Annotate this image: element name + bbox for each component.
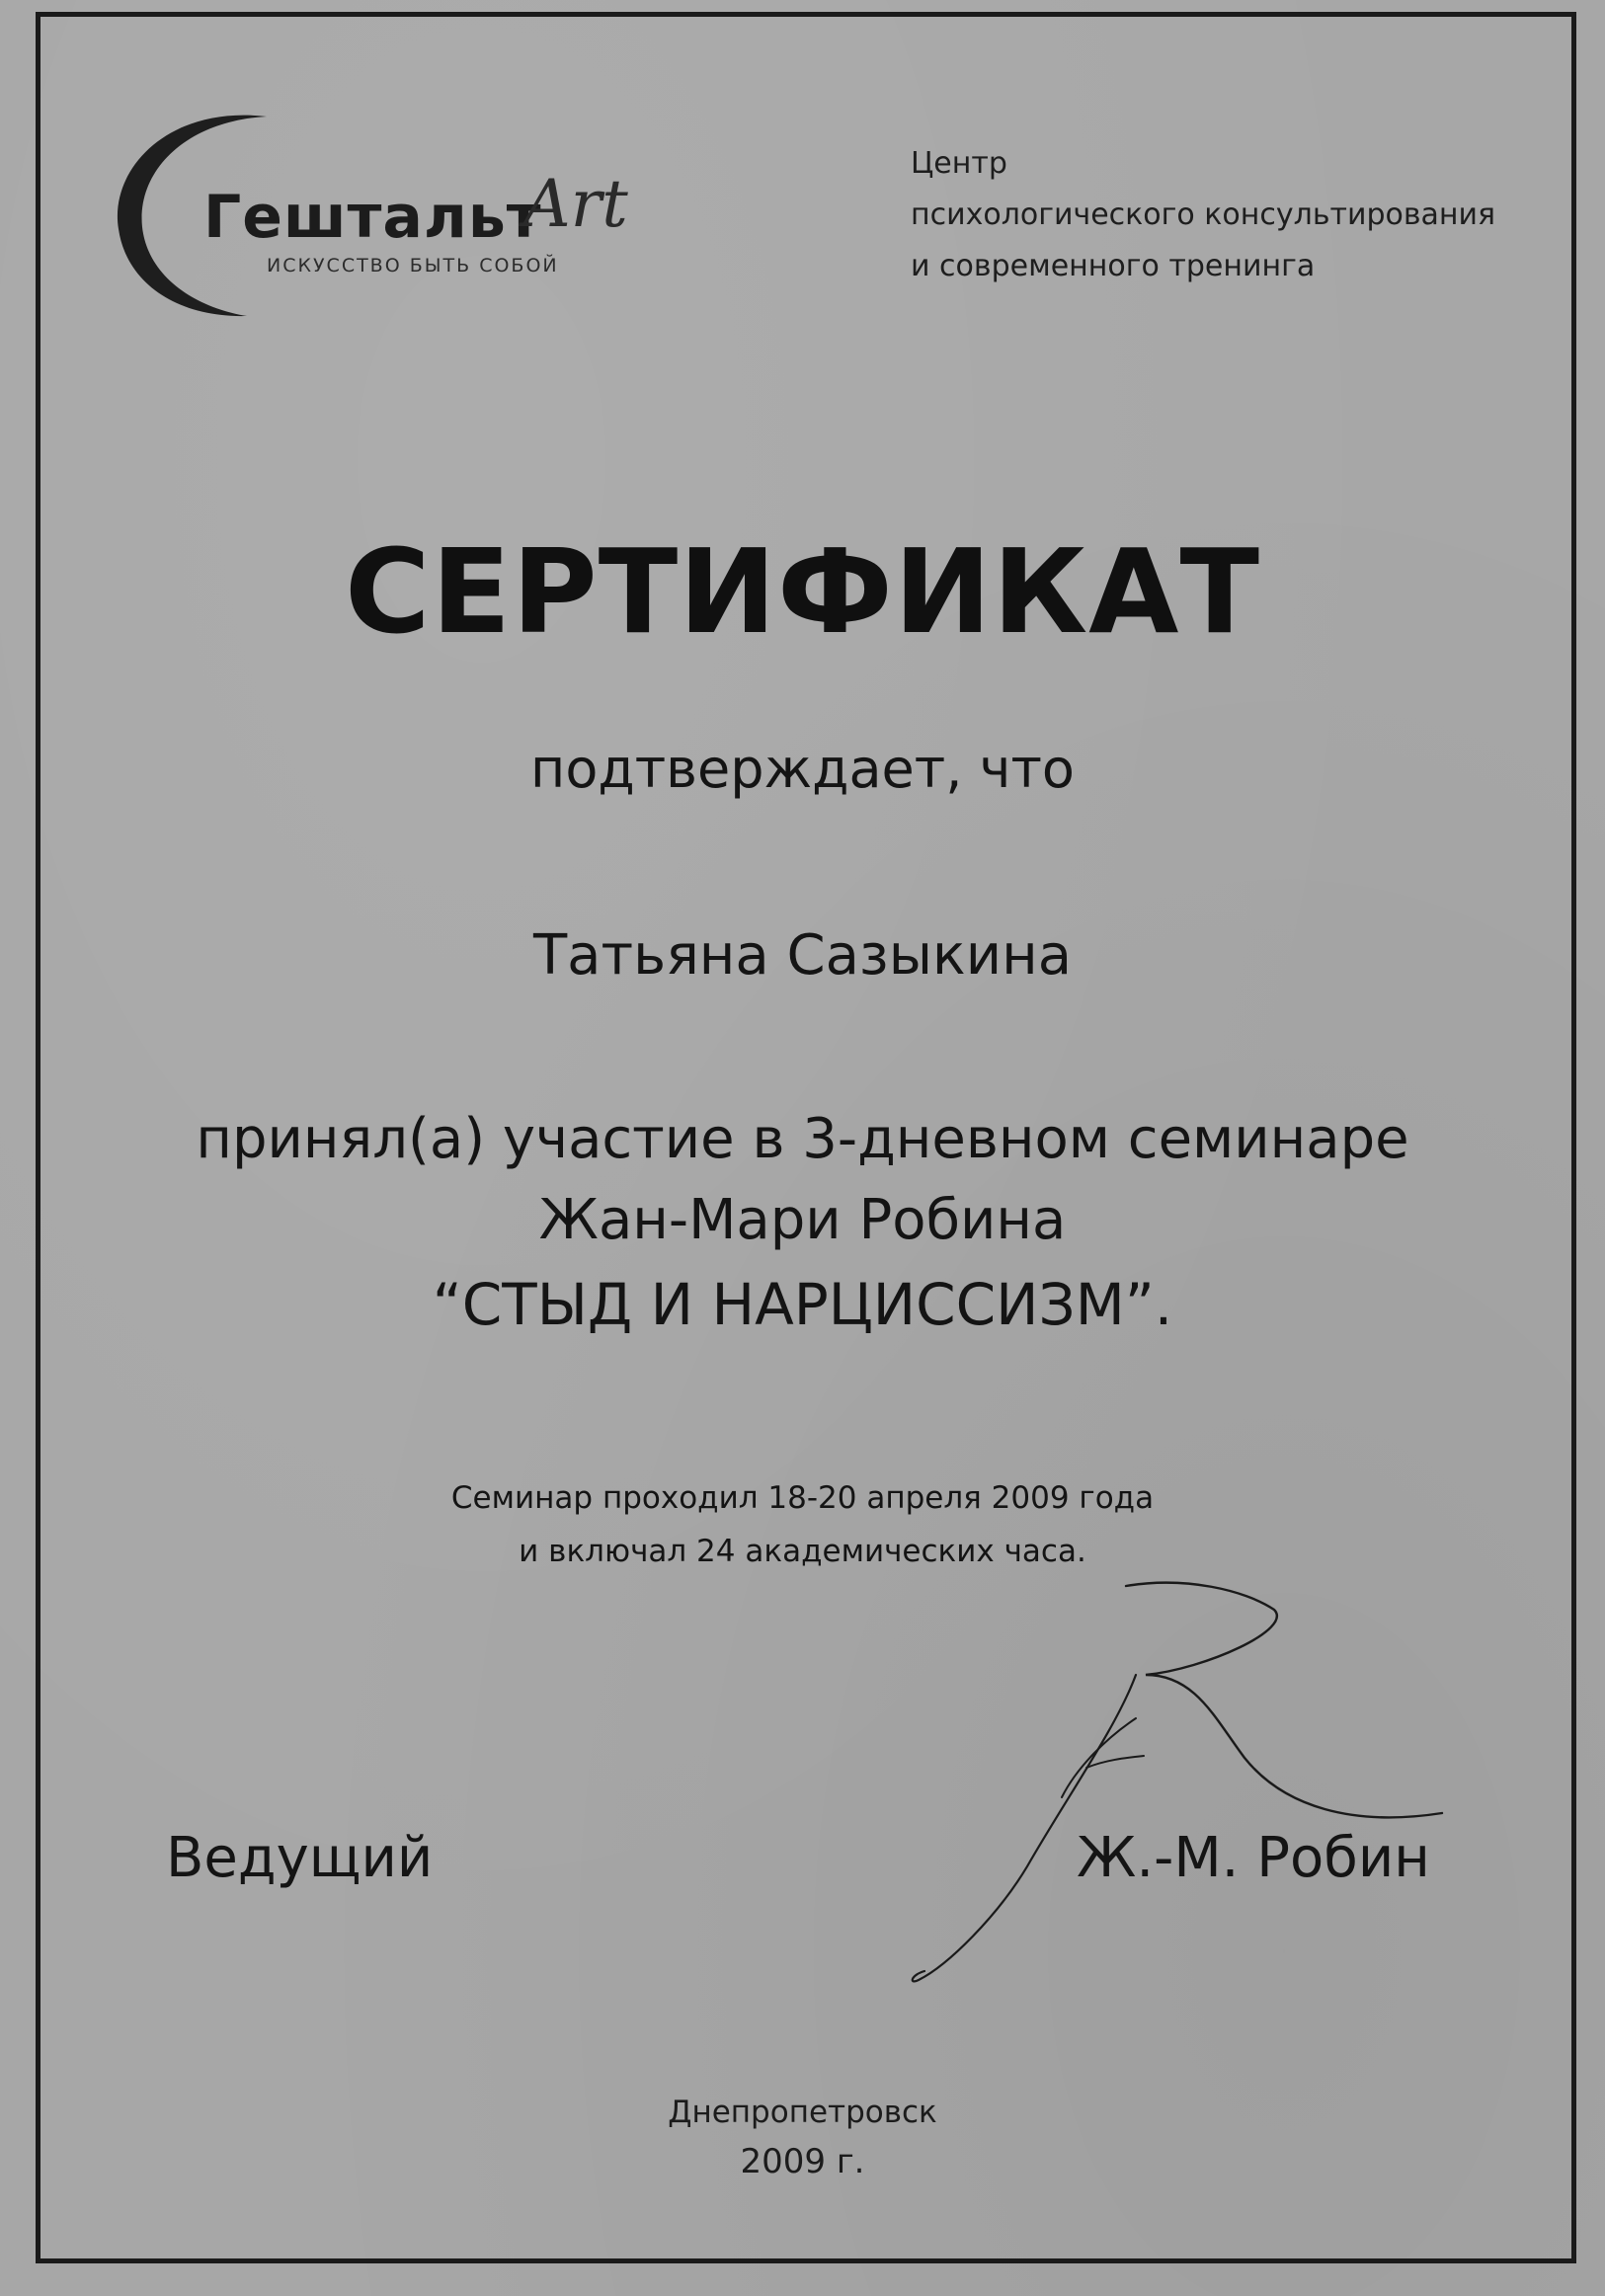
signature-role: Ведущий	[166, 1826, 434, 1890]
issue-city: Днепропетровск	[668, 2095, 937, 2130]
organization-line-1: Центр	[911, 146, 1007, 181]
confirms-text: подтверждает, что	[530, 738, 1075, 800]
organization-block	[911, 138, 1495, 292]
participant-name: Татьяна Сазыкина	[532, 923, 1073, 988]
logo-wordmark: Гештальт	[203, 183, 542, 252]
organization-line-2: психологического консультирования	[911, 198, 1496, 232]
seminar-hours: и включал 24 академических часа.	[519, 1534, 1086, 1569]
certificate-title: СЕРТИФИКАТ	[345, 523, 1260, 660]
seminar-title: “СТЫД И НАРЦИССИЗМ”.	[432, 1271, 1173, 1338]
gestalt-art-logo	[109, 111, 701, 328]
organization-line-3: и современного тренинга	[911, 249, 1316, 283]
logo-tagline: ИСКУССТВО БЫТЬ СОБОЙ	[267, 255, 559, 277]
seminar-dates: Семинар проходил 18-20 апреля 2009 года	[450, 1480, 1155, 1516]
issue-year: 2009 г.	[740, 2142, 865, 2181]
participation-text: принял(а) участие в 3-дневном семинаре	[196, 1107, 1409, 1171]
handwritten-signature	[889, 1580, 1501, 1995]
signature-name: Ж.-М. Робин	[1077, 1826, 1430, 1890]
logo-art-script: Art	[523, 166, 628, 242]
trainer-name: Жан-Мари Робина	[538, 1188, 1067, 1252]
